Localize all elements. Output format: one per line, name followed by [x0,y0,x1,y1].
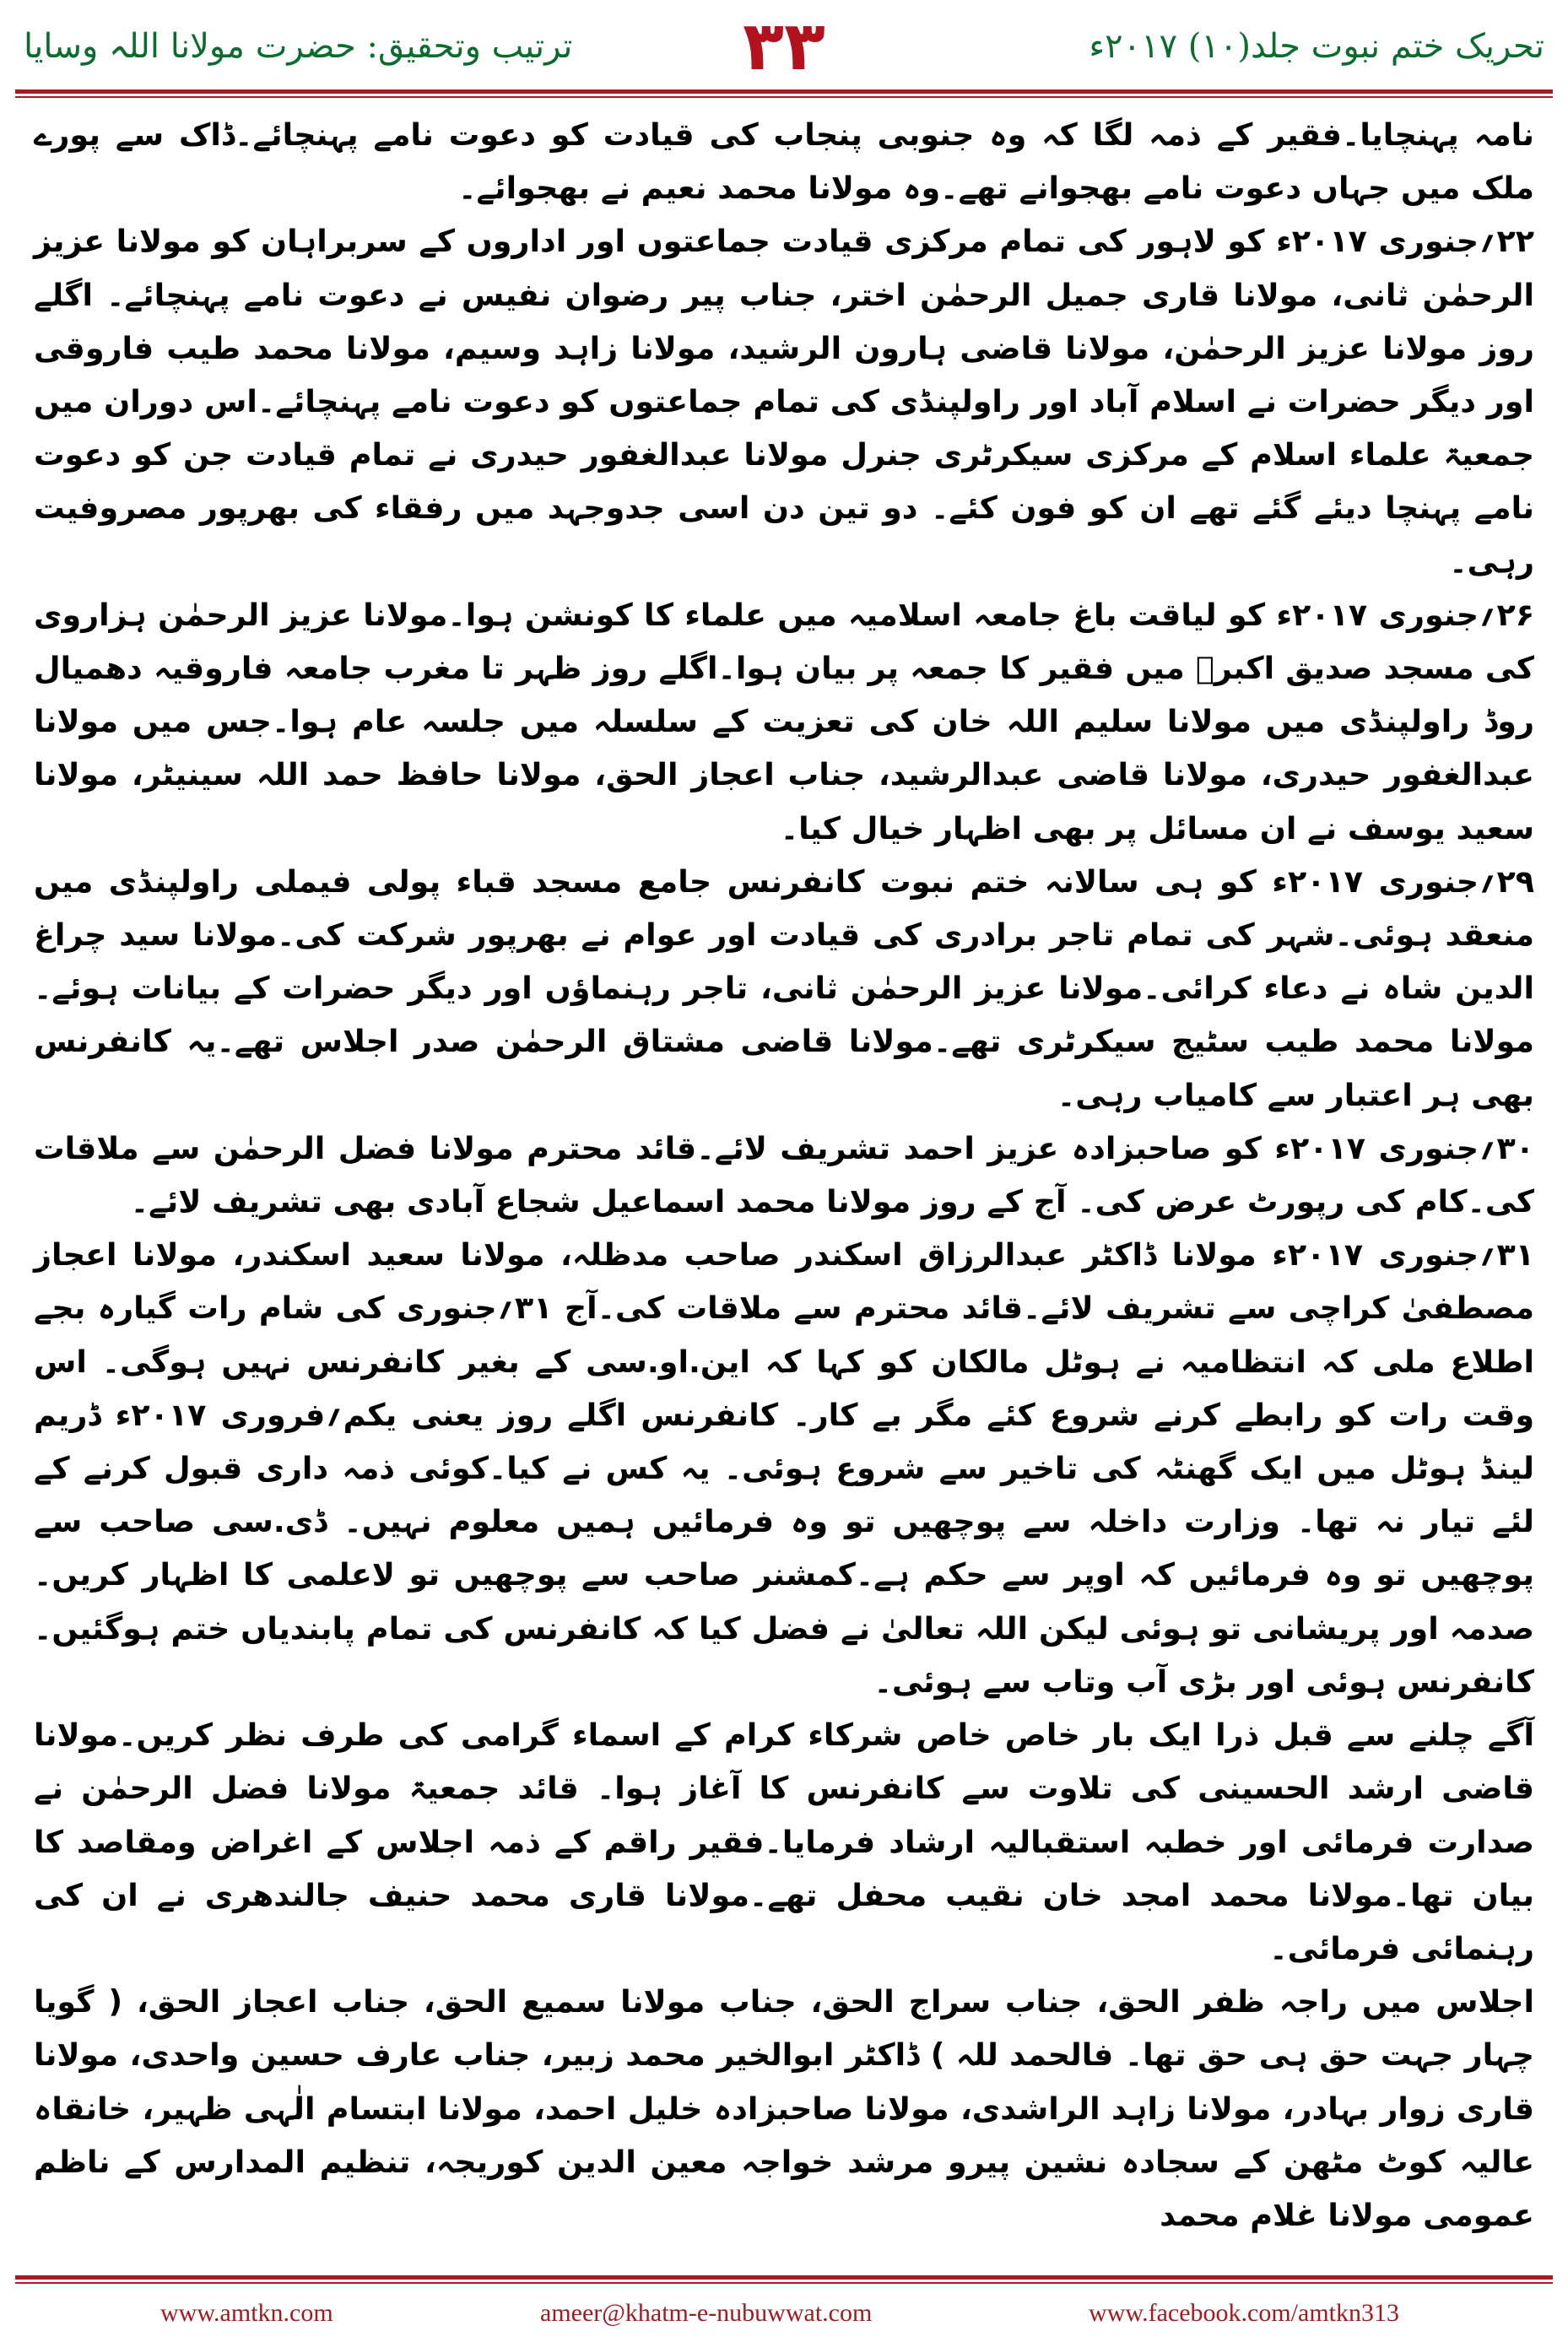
header-rule [15,89,1553,94]
paragraph: آگے چلنے سے قبل ذرا ایک بار خاص خاص شرکاء کرام کے اسماء گرامی کی طرف نظر کریں۔مولانا قاضی ارشد الحسینی کی تلاوت سے کانفرنس کا آغاز ہوا۔ قائد جمعیۃ مولانا فضل الرحمٰن نے صدارت فرمائی اور خطبہ استقبالیہ ارشاد فرمایا۔فقیر راقم کے ذمہ اجلاس کے اغراض ومقاصد کا بیان تھا۔مولانا محمد امجد خان نقیب محفل تھے۔مولانا قاری محمد حنیف جالندھری نے ان کی رہنمائی فرمائی۔ [34,1717,1534,1966]
page-number: ۳۳ [743,7,825,85]
footer-email-link[interactable]: ameer@khatm-e-nubuwwat.com [540,2299,873,2327]
footer-rule [15,2275,1553,2280]
footer-facebook-link[interactable]: www.facebook.com/amtkn313 [1089,2299,1399,2327]
header-rule-thin [15,96,1553,98]
paragraph: ۲۲؍جنوری ۲۰۱۷ء کو لاہور کی تمام مرکزی قیادت جماعتوں اور اداروں کے سربراہان کو مولانا عزیز الرحمٰن ثانی، مولانا قاری جمیل الرحمٰن اختر، جناب پیر رضوان نفیس نے دعوت نامے پہنچائے۔ اگلے روز مولانا عزیز الرحمٰن، مولانا قاضی ہارون الرشید، مولانا زاہد وسیم، مولانا محمد طیب فاروقی اور دیگر حضرات نے اسلام آباد اور راولپنڈی کی تمام جماعتوں کو دعوت نامے پہنچائے۔اس دوران میں جمعیۃ علماء اسلام کے مرکزی سیکرٹری جنرل مولانا عبدالغفور حیدری نے تمام قیادت جن کو دعوت نامے پہنچا دیئے گئے تھے ان کو فون کئے۔ دو تین دن اسی جدوجہد میں رفقاء کی بھرپور مصروفیت رہی۔ [34,223,1534,580]
paragraph: ۲۹؍جنوری ۲۰۱۷ء کو ہی سالانہ ختم نبوت کانفرنس جامع مسجد قباء پولی فیملی راولپنڈی میں منعقد ہوئی۔شہر کی تمام تاجر برادری کی قیادت اور عوام نے بھرپور شرکت کی۔مولانا سید چراغ الدین شاہ نے دعاء کرائی۔مولانا عزیز الرحمٰن ثانی، تاجر رہنماؤں اور دیگر حضرات کے بیانات ہوئے۔مولانا محمد طیب سٹیج سیکرٹری تھے۔مولانا قاضی مشتاق الرحمٰن صدر اجلاس تھے۔یہ کانفرنس بھی ہر اعتبار سے کامیاب رہی۔ [34,863,1534,1113]
header-book-title: تحریک ختم نبوت جلد(۱۰) ۲۰۱۷ء [1089,27,1544,66]
paragraph: ۲۶؍جنوری ۲۰۱۷ء کو لیاقت باغ جامعہ اسلامیہ میں علماء کا کونشن ہوا۔مولانا عزیز الرحمٰن ہزاروی کی مسجد صدیق اکبرؓ میں فقیر کا جمعہ پر بیان ہوا۔اگلے روز ظہر تا مغرب جامعہ فاروقیہ دھمیال روڈ راولپنڈی میں مولانا سلیم اللہ خان کی تعزیت کے سلسلہ میں جلسہ عام ہوا۔جس میں مولانا عبدالغفور حیدری، مولانا قاضی عبدالرشید، جناب اعجاز الحق، مولانا حافظ حمد اللہ سینیٹر، مولانا سعید یوسف نے ان مسائل پر بھی اظہار خیال کیا۔ [34,596,1534,846]
page-header [0,0,1568,93]
paragraph: اجلاس میں راجہ ظفر الحق، جناب سراج الحق، جناب مولانا سمیع الحق، جناب اعجاز الحق، ( گویا چہار جہت حق ہی حق تھا۔ فالحمد للہ ) ڈاکٹر ابوالخیر محمد زبیر، جناب عارف حسین واحدی، مولانا قاری زوار بہادر، مولانا زاہد الراشدی، مولانا صاحبزادہ خلیل احمد، مولانا ابتسام الٰہی ظہیر، خانقاہ عالیہ کوٹ مٹھن کے سجادہ نشین پیرو مرشد خواجہ معین الدین کوریجہ، تنظیم المدارس کے ناظم عمومی مولانا غلام محمد [34,1983,1534,2233]
paragraph: ۳۰؍جنوری ۲۰۱۷ء کو صاحبزادہ عزیز احمد تشریف لائے۔قائد محترم مولانا فضل الرحمٰن سے ملاقات کی۔کام کی رپورٹ عرض کی۔ آج کے روز مولانا محمد اسماعیل شجاع آبادی بھی تشریف لائے۔ [34,1129,1535,1220]
footer-rule-thin [15,2282,1553,2284]
footer-website-link[interactable]: www.amtkn.com [160,2299,333,2327]
article-body [34,108,1534,2264]
paragraph: ۳۱؍جنوری ۲۰۱۷ء مولانا ڈاکٹر عبدالرزاق اسکندر صاحب مدظلہ، مولانا سعید اسکندر، مولانا اعجاز مصطفیٰ کراچی سے تشریف لائے۔قائد محترم سے ملاقات کی۔آج ۳۱؍جنوری کی شام رات گیارہ بجے اطلاع ملی کہ انتظامیہ نے ہوٹل مالکان کو کہا کہ این.او.سی کے بغیر کانفرنس نہیں ہوگی۔ اس وقت رات کو رابطے کرنے شروع کئے مگر بے کار۔ کانفرنس اگلے روز یعنی یکم؍فروری ۲۰۱۷ء ڈریم لینڈ ہوٹل میں ایک گھنٹہ کی تاخیر سے شروع ہوئی۔ یہ کس نے کیا۔کوئی ذمہ داری قبول کرنے کے لئے تیار نہ تھا۔ وزارت داخلہ سے پوچھیں تو وہ فرمائیں ہمیں معلوم نہیں۔ ڈی.سی صاحب سے پوچھیں تو وہ فرمائیں کہ اوپر سے حکم ہے۔کمشنر صاحب سے پوچھیں تو لاعلمی کا اظہار کریں۔صدمہ اور پریشانی تو ہوئی لیکن اللہ تعالیٰ نے فضل کیا کہ کانفرنس کی تمام پابندیاں ختم ہوگئیں۔کانفرنس ہوئی اور بڑی آب وتاب سے ہوئی۔ [34,1236,1535,1700]
paragraph: نامہ پہنچایا۔فقیر کے ذمہ لگا کہ وہ جنوبی پنجاب کی قیادت کو دعوت نامے پہنچائے۔ڈاک سے پورے ملک میں جہاں دعوت نامے بھجوانے تھے۔وہ مولانا محمد نعیم نے بھجوائے۔ [34,116,1534,207]
header-compiler-credit: ترتیب وتحقیق: حضرت مولانا اللہ وسایا [24,27,573,66]
